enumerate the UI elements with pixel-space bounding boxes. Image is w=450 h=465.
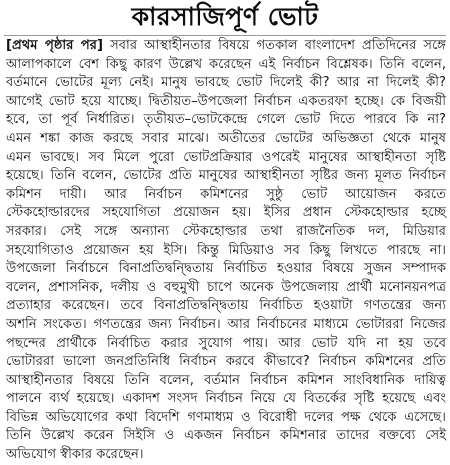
- article-line: প্রত্যাহার করেছেন। তবে বিনাপ্রতিদ্বন্দ্বিতায় নির্বাচিত হওয়াটা গণতন্ত্রের জন্য: [6, 298, 446, 314]
- article-line: আলাপকালে বেশ কিছু কারণ উল্লেখ করেছেন এই নির্বাচন বিশ্লেষক। তিনি বলেন,: [6, 56, 446, 72]
- article-body: [6, 37, 446, 465]
- article-line: হবে, তা পূর্ব নির্ধারিত। তৃতীয়ত–ভোটকেন্দ্রে গেলে ভোট দিতে পারবে কি না?: [6, 112, 446, 128]
- article-line: এমন শঙ্কা কাজ করছে সবার মাঝে। অতীতের ভোটের অভিজ্ঞতা থেকে মানুষ: [6, 130, 446, 146]
- article-line: পালনে ব্যর্থ হয়েছে। একাদশ সংসদ নির্বাচন নিয়ে যে বিতর্কের সৃষ্টি হয়েছে এবং: [6, 391, 446, 407]
- article-headline: কারসাজিপূর্ণ ভোট: [131, 2, 319, 31]
- article-line: আগেই ভোট হয়ে যাচ্ছে। দ্বিতীয়ত–উপজেলা নির্বাচন একতরফা হচ্ছে। কে বিজয়ী: [6, 93, 446, 109]
- article-line: হয়েছে। তিনি বলেন, ভোটের প্রতি মানুষের আস্থাহীনতা সৃষ্টির জন্য মূলত নির্বাচন: [6, 168, 446, 184]
- article-line: এমন ভাবছে। সব মিলে পুরো ভোটপ্রক্রিয়ার ওপরেই মানুষের আস্থাহীনতা সৃষ্টি: [6, 149, 446, 165]
- article-line: পছন্দের প্রার্থীকে নির্বাচিত করার সুযোগ পায়। আর ভোট যদি না হয় তবে: [6, 335, 446, 351]
- article-line: [6, 37, 446, 56]
- headline-divider: [4, 35, 446, 36]
- article-line-text: সবার আস্থাহীনতার বিষয়ে গতকাল বাংলাদেশ প্রতিদিনের সঙ্গে: [103, 38, 446, 53]
- article-line: আস্থাহীনতার বিষয়ে তিনি বলেন, বর্তমান নির্বাচন কমিশন সাংবিধানিক দায়িত্ব: [6, 372, 446, 388]
- article-line: অশনি সংকেত। গণতন্ত্রের জন্য নির্বাচন। আর নির্বাচনের মাধ্যমে ভোটাররা নিজের: [6, 316, 446, 332]
- article-line: বলেন, প্রশাসনিক, দলীয় ও বহুমুখী চাপে অনেক উপজেলায় প্রার্থী মনোনয়নপত্র: [6, 279, 446, 295]
- article-line: স্টেকহোল্ডারদের সহযোগিতা প্রয়োজন হয়। ইসির প্রধান স্টেকহোল্ডার হচ্ছে: [6, 205, 446, 221]
- article-line: অভিযোগ স্বীকার করেছেন।: [6, 447, 144, 463]
- article-line: সহযোগিতাও প্রয়োজন হয় ইসি। কিন্তু মিডিয়াও সব কিছু লিখতে পারছে না।: [6, 242, 446, 258]
- article-line: বিভিন্ন অভিযোগের কথা বিদেশি গণমাধ্যম ও বিরোধী দলের পক্ষ থেকে এসেছে।: [6, 409, 446, 425]
- article-line: বর্তমানে ভোটের মূল্য নেই। মানুষ ভাবছে ভোট দিলেই কী? আর না দিলেই কী?: [6, 75, 446, 91]
- article-line: সরকার। সেই সঙ্গে অন্যান্য স্টেকহোল্ডার তথা রাজনৈতিক দল, মিডিয়ার: [6, 223, 446, 239]
- article-line: ভোটাররা ভালো জনপ্রতিনিধি নির্বাচন করবে কীভাবে? নির্বাচন কমিশনের প্রতি: [6, 354, 446, 370]
- article-line: কমিশন দায়ী। আর নির্বাচন কমিশনের সুষ্ঠু ভোট আয়োজন করতে: [6, 186, 446, 202]
- article-line: উপজেলা নির্বাচনে বিনাপ্রতিদ্বন্দ্বিতায় নির্বাচিত হওয়ার বিষয়ে সুজন সম্পাদক: [6, 261, 446, 277]
- continuation-tag: [প্রথম পৃষ্ঠার পর]: [6, 38, 103, 53]
- article-line: তিনি উল্লেখ করেন সিইসি ও একজন নির্বাচন কমিশনার তাদের বক্তব্যে সেই: [6, 428, 446, 444]
